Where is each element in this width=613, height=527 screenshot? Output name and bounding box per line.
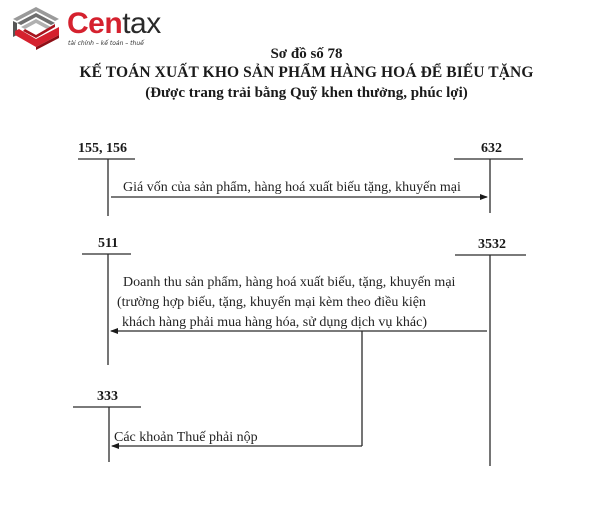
logo-brand-cen: Cen xyxy=(67,7,123,40)
logo-brand-tax: tax xyxy=(122,7,161,40)
diagram-subtitle: (Được trang trải bằng Quỹ khen thưởng, phúc lợi) xyxy=(145,85,468,101)
account-label-511: 511 xyxy=(98,236,119,251)
flow-label-cost-of-goods: Giá vốn của sản phẩm, hàng hoá xuất biếu tặng, khuyến mại xyxy=(123,180,461,195)
diagram-number: Sơ đồ số 78 xyxy=(270,46,343,62)
account-label-3532: 3532 xyxy=(478,237,506,252)
account-label-333: 333 xyxy=(97,389,118,404)
flow-label-tax: Các khoản Thuế phải nộp xyxy=(114,430,258,445)
logo-tagline: tài chính – kế toán – thuế xyxy=(68,40,144,47)
flow-label-revenue-line-1: Doanh thu sản phẩm, hàng hoá xuất biếu, tặng, khuyến mại xyxy=(123,275,456,290)
diagram-title: KẾ TOÁN XUẤT KHO SẢN PHẨM HÀNG HOÁ ĐỂ BIẾU TẶNG xyxy=(79,64,534,81)
flow-label-revenue-line-3: khách hàng phải mua hàng hóa, sử dụng dịch vụ khác) xyxy=(122,315,428,330)
account-label-632: 632 xyxy=(481,141,502,156)
account-label-155-156: 155, 156 xyxy=(78,141,127,156)
flow-label-revenue-line-2: (trường hợp biếu, tặng, khuyến mại kèm theo điều kiện xyxy=(117,295,426,310)
